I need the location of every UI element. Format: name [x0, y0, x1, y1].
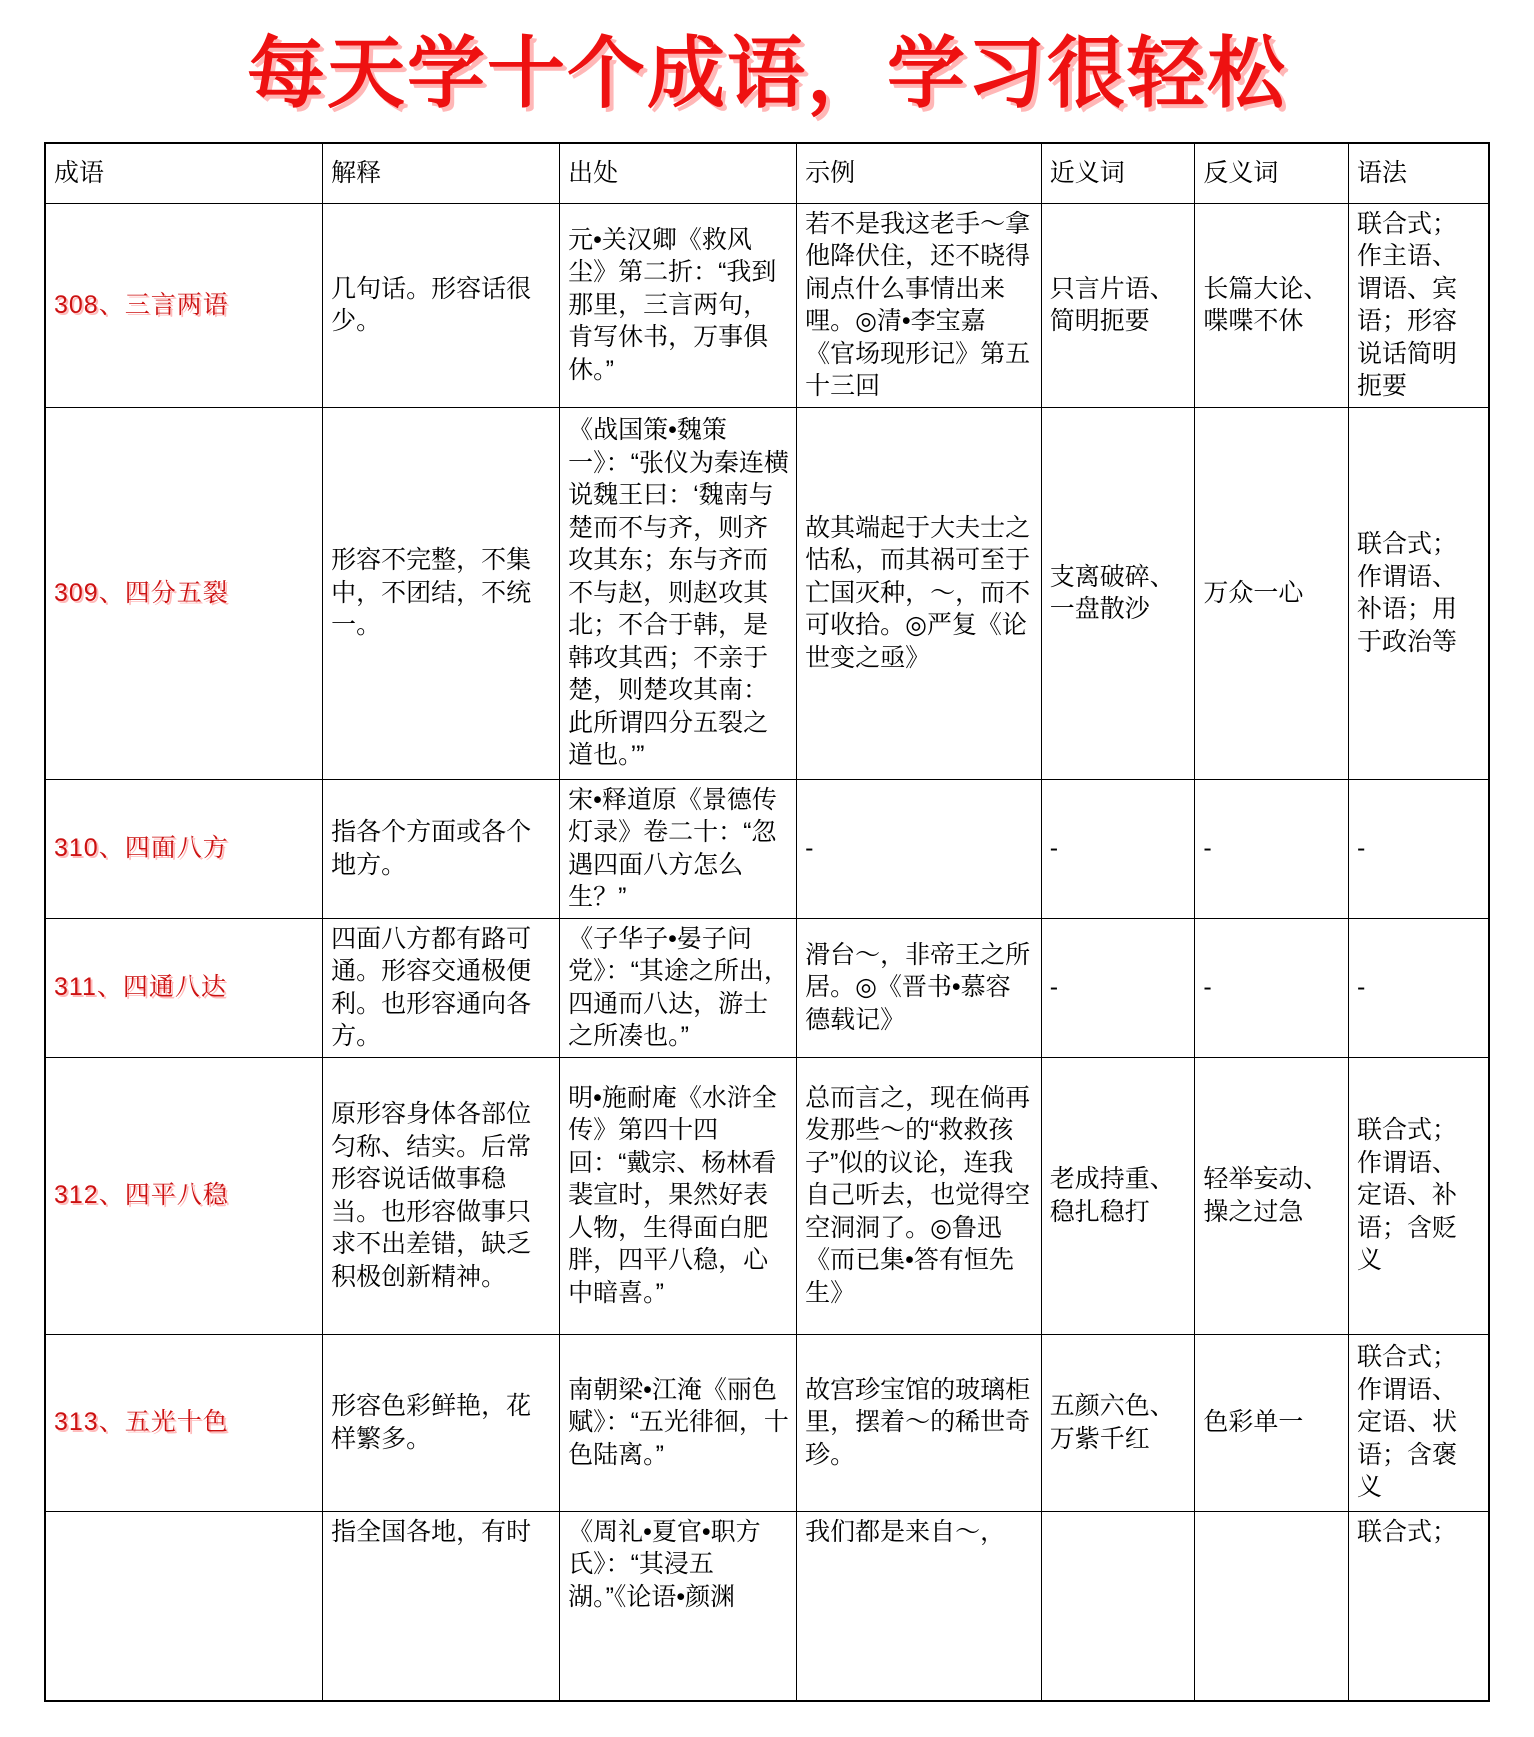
cell-grammar: 联合式；作主语、谓语、宾语；形容说话简明扼要 — [1349, 203, 1490, 407]
table-header-row — [45, 143, 1489, 203]
cell-synonym: 五颜六色、万紫千红 — [1041, 1334, 1195, 1511]
cell-idiom — [45, 1511, 323, 1701]
column-header-example: 示例 — [797, 143, 1042, 203]
cell-antonym: - — [1195, 779, 1349, 918]
cell-explanation: 形容不完整，不集中，不团结，不统一。 — [323, 407, 560, 779]
table-row — [45, 203, 1489, 407]
page-title: 每天学十个成语，学习很轻松 — [246, 29, 1287, 117]
cell-example: 故宫珍宝馆的玻璃柜里，摆着～的稀世奇珍。 — [797, 1334, 1042, 1511]
cell-source: 明•施耐庵《水浒全传》第四十四回：“戴宗、杨林看裴宣时，果然好表人物，生得面白肥胖，四平八稳，心中暗喜。” — [560, 1057, 797, 1334]
cell-idiom: 310、四面八方 — [45, 779, 323, 918]
cell-example: 故其端起于大夫士之怙私，而其祸可至于亡国灭种，～，而不可收拾。◎严复《论世变之亟》 — [797, 407, 1042, 779]
cell-antonym: 色彩单一 — [1195, 1334, 1349, 1511]
cell-grammar: 联合式；作谓语、定语、补语；含贬义 — [1349, 1057, 1490, 1334]
cell-explanation: 原形容身体各部位匀称、结实。后常形容说话做事稳当。也形容做事只求不出差错，缺乏积极创新精神。 — [323, 1057, 560, 1334]
cell-antonym: - — [1195, 918, 1349, 1057]
cell-explanation: 几句话。形容话很少。 — [323, 203, 560, 407]
table-body — [45, 203, 1489, 1701]
column-header-antonym: 反义词 — [1195, 143, 1349, 203]
cell-idiom: 311、四通八达 — [45, 918, 323, 1057]
cell-grammar: - — [1349, 918, 1490, 1057]
cell-source: 南朝梁•江淹《丽色赋》：“五光徘徊，十色陆离。” — [560, 1334, 797, 1511]
cell-example: 我们都是来自～， — [797, 1511, 1042, 1701]
cell-synonym: - — [1041, 918, 1195, 1057]
table-row — [45, 1511, 1489, 1701]
column-header-source: 出处 — [560, 143, 797, 203]
cell-example: 若不是我这老手～拿他降伏住，还不晓得闹点什么事情出来哩。◎清•李宝嘉《官场现形记》第五十三回 — [797, 203, 1042, 407]
table-row — [45, 779, 1489, 918]
cell-source: 《周礼•夏官•职方氏》：“其浸五湖。”《论语•颜渊 — [560, 1511, 797, 1701]
cell-synonym: 支离破碎、一盘散沙 — [1041, 407, 1195, 779]
cell-grammar: 联合式； — [1349, 1511, 1490, 1701]
table-row — [45, 1334, 1489, 1511]
cell-idiom: 308、三言两语 — [45, 203, 323, 407]
cell-example: 滑台～，非帝王之所居。◎《晋书•慕容德载记》 — [797, 918, 1042, 1057]
cell-source: 《子华子•晏子问党》：“其途之所出，四通而八达，游士之所凑也。” — [560, 918, 797, 1057]
cell-antonym: 轻举妄动、操之过急 — [1195, 1057, 1349, 1334]
cell-explanation: 指各个方面或各个地方。 — [323, 779, 560, 918]
cell-antonym: 长篇大论、喋喋不休 — [1195, 203, 1349, 407]
cell-example: - — [797, 779, 1042, 918]
cell-idiom: 309、四分五裂 — [45, 407, 323, 779]
cell-source: 《战国策•魏策一》：“张仪为秦连横说魏王曰：‘魏南与楚而不与齐，则齐攻其东；东与齐而不与赵，则赵攻其北；不合于韩，是韩攻其西；不亲于楚，则楚攻其南：此所谓四分五裂之道也。’” — [560, 407, 797, 779]
cell-source: 宋•释道原《景德传灯录》卷二十：“忽遇四面八方怎么生？” — [560, 779, 797, 918]
cell-explanation: 指全国各地，有时 — [323, 1511, 560, 1701]
column-header-synonym: 近义词 — [1041, 143, 1195, 203]
idiom-table-container — [0, 142, 1534, 1702]
cell-grammar: - — [1349, 779, 1490, 918]
column-header-idiom: 成语 — [45, 143, 323, 203]
cell-synonym: 只言片语、简明扼要 — [1041, 203, 1195, 407]
table-header — [45, 143, 1489, 203]
cell-synonym: - — [1041, 779, 1195, 918]
cell-idiom: 313、五光十色 — [45, 1334, 323, 1511]
cell-explanation: 四面八方都有路可通。形容交通极便利。也形容通向各方。 — [323, 918, 560, 1057]
cell-synonym: 老成持重、稳扎稳打 — [1041, 1057, 1195, 1334]
cell-idiom: 312、四平八稳 — [45, 1057, 323, 1334]
column-header-grammar: 语法 — [1349, 143, 1490, 203]
table-row — [45, 1057, 1489, 1334]
cell-grammar: 联合式；作谓语、补语；用于政治等 — [1349, 407, 1490, 779]
cell-source: 元•关汉卿《救风尘》第二折：“我到那里，三言两句，肯写休书，万事俱休。” — [560, 203, 797, 407]
cell-example: 总而言之，现在倘再发那些～的“救救孩子”似的议论，连我自己听去，也觉得空空洞洞了。◎鲁迅《而已集•答有恒先生》 — [797, 1057, 1042, 1334]
column-header-explanation: 解释 — [323, 143, 560, 203]
table-row — [45, 918, 1489, 1057]
cell-explanation: 形容色彩鲜艳，花样繁多。 — [323, 1334, 560, 1511]
cell-antonym: 万众一心 — [1195, 407, 1349, 779]
cell-synonym — [1041, 1511, 1195, 1701]
cell-grammar: 联合式；作谓语、定语、状语；含褒义 — [1349, 1334, 1490, 1511]
idiom-table — [44, 142, 1490, 1702]
table-row — [45, 407, 1489, 779]
cell-antonym — [1195, 1511, 1349, 1701]
